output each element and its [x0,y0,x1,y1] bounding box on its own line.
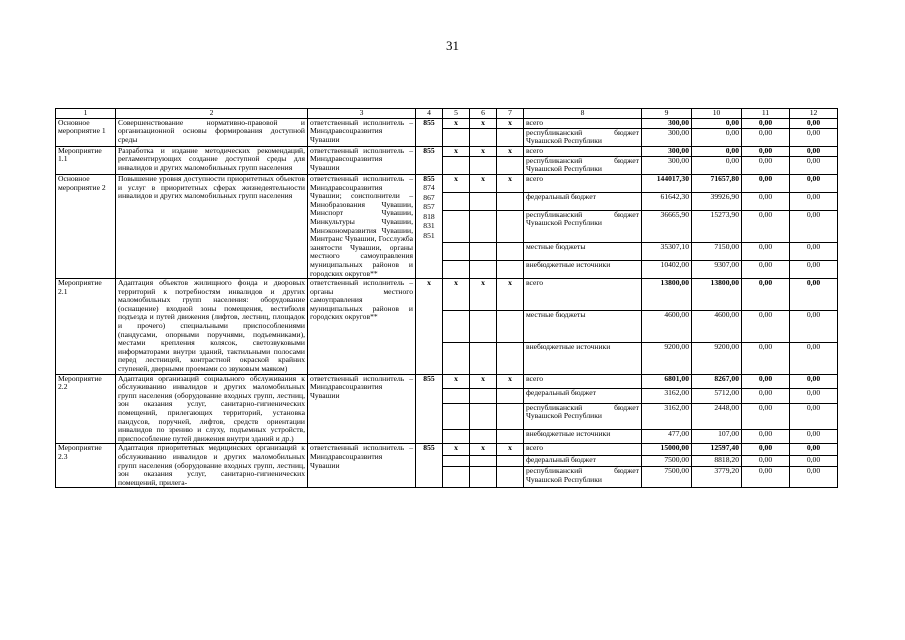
funding-source: внебюджетные источники [524,261,642,279]
column-number-3: 3 [308,109,416,119]
activity-description: Совершенствование нормативно-правовой и организационной основы формирования доступной среды [116,118,308,146]
responsible-executor: ответственный исполнитель – органы местного самоуправления муниципальных районов и городских округов** [308,279,416,375]
amount-2022: 0,00 [790,444,838,456]
column-7-cell [497,156,524,174]
column-7-cell [497,403,524,429]
column-5-cell [443,192,470,210]
column-5-cell [443,342,470,374]
amount-2021: 0,00 [742,279,790,311]
amount-2020: 5712,00 [692,389,742,403]
amount-2019: 3162,00 [642,403,692,429]
responsible-executor: ответственный исполнитель – Минздравсоцразвития Чувашии; соисполнители – Минобразования Чувашии, Минспорт Чувашии, Минкультуры Чувашии, Минэкономразвития Чувашии, Минтранс Чувашии, Госслужба занятости Чувашии, органы местного самоуправления муниципальных районов и городских округов** [308,174,416,278]
amount-2019: 7500,00 [642,467,692,488]
budget-code-cell [416,146,443,174]
funding-source: всего [524,118,642,128]
amount-2020: 39926,90 [692,192,742,210]
program-table [55,108,838,488]
column-5-cell [443,128,470,146]
column-number-8: 8 [524,109,642,119]
amount-2019: 300,00 [642,156,692,174]
amount-2019: 7500,00 [642,455,692,467]
amount-2020: 0,00 [692,146,742,156]
amount-2021: 0,00 [742,342,790,374]
activity-name: Мероприятие 2.2 [56,374,116,444]
amount-2020: 0,00 [692,156,742,174]
budget-code: 855 [423,118,435,127]
amount-2019: 300,00 [642,118,692,128]
column-7-cell [497,128,524,146]
budget-code-cell [416,118,443,146]
budget-code: 855 [423,374,435,383]
funding-source: всего [524,444,642,456]
column-7-cell [497,455,524,467]
amount-2022: 0,00 [790,156,838,174]
table-row [56,174,838,192]
amount-2022: 0,00 [790,261,838,279]
amount-2019: 300,00 [642,146,692,156]
activity-description: Разработка и издание методических рекомендаций, регламентирующих создание доступной среды для инвалидов и других маломобильных групп населения [116,146,308,174]
funding-source: всего [524,374,642,388]
column-6-cell [470,210,497,243]
funding-source: всего [524,146,642,156]
column-number-4: 4 [416,109,443,119]
funding-source: федеральный бюджет [524,455,642,467]
amount-2021: 0,00 [742,261,790,279]
table-row [56,118,838,128]
column-7-cell: x [497,146,524,156]
amount-2022: 0,00 [790,279,838,311]
budget-code: x [427,278,431,288]
column-5-cell: x [443,118,470,128]
amount-2019: 300,00 [642,128,692,146]
amount-2021: 0,00 [742,429,790,444]
activity-description: Адаптация организаций социального обслуживания к обслуживанию инвалидов и других маломобильных групп населения (оборудование входных групп, лестниц, зон оказания услуг, санитарно-гигиенических помещений, прилегающих территорий, установка пандусов, поручней, лифтов, средств ориентации инвалидов по зрению и слуху, подъемных устройств, приспособление путей движения внутри зданий и др.) [116,374,308,444]
column-7-cell [497,429,524,444]
column-number-5: 5 [443,109,470,119]
funding-source: всего [524,279,642,311]
activity-description: Адаптация приоритетных медицинских организаций к обслуживанию инвалидов и других маломобильных групп населения (оборудование входных групп, лестниц, зон оказания услуг, санитарно-гигиенических помещений, прилега- [116,444,308,488]
column-6-cell [470,192,497,210]
amount-2019: 35307,10 [642,243,692,261]
amount-2022: 0,00 [790,146,838,156]
responsible-executor: ответственный исполнитель – Минздравсоцразвития Чувашии [308,444,416,488]
column-6-cell [470,342,497,374]
column-7-cell [497,261,524,279]
amount-2021: 0,00 [742,174,790,192]
amount-2021: 0,00 [742,374,790,388]
amount-2022: 0,00 [790,455,838,467]
funding-source: внебюджетные источники [524,429,642,444]
amount-2022: 0,00 [790,243,838,261]
budget-code: 818 [423,211,435,221]
amount-2022: 0,00 [790,374,838,388]
column-5-cell: x [443,279,470,311]
column-5-cell [443,403,470,429]
budget-code: 831 [423,221,435,231]
budget-code: 855 [423,146,435,155]
column-7-cell [497,210,524,243]
amount-2020: 15273,90 [692,210,742,243]
amount-2021: 0,00 [742,146,790,156]
column-6-cell [470,389,497,403]
column-5-cell: x [443,146,470,156]
column-5-cell [443,156,470,174]
budget-code-cell [416,174,443,278]
amount-2021: 0,00 [742,310,790,342]
table-body [56,109,838,488]
column-7-cell [497,310,524,342]
column-6-cell [470,403,497,429]
column-6-cell [470,310,497,342]
budget-code-cell [416,279,443,375]
column-number-6: 6 [470,109,497,119]
activity-name: Основное мероприятие 2 [56,174,116,278]
amount-2021: 0,00 [742,389,790,403]
amount-2022: 0,00 [790,310,838,342]
activity-description: Адаптация объектов жилищного фонда и дворовых территорий к потребностям инвалидов и других маломобильных групп населения: оборудование (оснащение) входной зоны помещения, вестибюля подъезда и путей движения (лифтов, лестниц, площадок и прочего) специальными приспособлениями (пандусами, опорными поручнями, подъемниками), местами крепления колясок, светозвуковыми информаторами внутри зданий, тактильными полосами перед лестницей, контрастной окраской крайних ступеней, дверными проемами со звуковым маяком) [116,279,308,375]
funding-source: федеральный бюджет [524,389,642,403]
column-6-cell [470,156,497,174]
amount-2020: 71657,80 [692,174,742,192]
amount-2019: 144017,30 [642,174,692,192]
amount-2022: 0,00 [790,429,838,444]
amount-2022: 0,00 [790,389,838,403]
page-number: 31 [446,38,459,53]
amount-2022: 0,00 [790,118,838,128]
column-number-1: 1 [56,109,116,119]
column-6-cell [470,467,497,488]
column-6-cell: x [470,146,497,156]
amount-2022: 0,00 [790,174,838,192]
column-7-cell: x [497,118,524,128]
column-6-cell [470,429,497,444]
column-6-cell [470,261,497,279]
amount-2021: 0,00 [742,156,790,174]
responsible-executor: ответственный исполнитель – Минздравсоцразвития Чувашии [308,146,416,174]
column-5-cell [443,429,470,444]
column-5-cell: x [443,174,470,192]
column-7-cell: x [497,374,524,388]
amount-2021: 0,00 [742,444,790,456]
table-row [56,374,838,388]
column-7-cell [497,243,524,261]
amount-2019: 4600,00 [642,310,692,342]
column-number-2: 2 [116,109,308,119]
column-5-cell: x [443,374,470,388]
budget-code: 855 [423,174,435,183]
amount-2021: 0,00 [742,467,790,488]
amount-2022: 0,00 [790,403,838,429]
funding-source: всего [524,174,642,192]
table-row [56,444,838,456]
amount-2019: 6801,00 [642,374,692,388]
budget-code: 857 [423,202,435,212]
amount-2020: 4600,00 [692,310,742,342]
amount-2020: 9200,00 [692,342,742,374]
amount-2020: 0,00 [692,118,742,128]
amount-2019: 10402,00 [642,261,692,279]
column-number-row [56,109,838,119]
amount-2020: 0,00 [692,128,742,146]
amount-2021: 0,00 [742,118,790,128]
column-7-cell [497,342,524,374]
funding-source: республиканский бюджет Чувашской Республики [524,210,642,243]
funding-source: федеральный бюджет [524,192,642,210]
column-number-12: 12 [790,109,838,119]
amount-2021: 0,00 [742,192,790,210]
budget-code: 874 [423,183,435,193]
activity-name: Мероприятие 2.3 [56,444,116,488]
funding-source: местные бюджеты [524,310,642,342]
amount-2021: 0,00 [742,455,790,467]
amount-2022: 0,00 [790,128,838,146]
budget-code: 867 [423,192,435,202]
column-7-cell: x [497,279,524,311]
amount-2021: 0,00 [742,128,790,146]
amount-2019: 36665,90 [642,210,692,243]
column-number-9: 9 [642,109,692,119]
column-7-cell: x [497,174,524,192]
budget-code-cell [416,374,443,444]
table-row [56,146,838,156]
amount-2019: 61642,30 [642,192,692,210]
column-number-10: 10 [692,109,742,119]
amount-2021: 0,00 [742,210,790,243]
amount-2020: 8818,20 [692,455,742,467]
budget-code-cell [416,444,443,488]
amount-2019: 3162,00 [642,389,692,403]
amount-2020: 3779,20 [692,467,742,488]
amount-2022: 0,00 [790,342,838,374]
responsible-executor: ответственный исполнитель – Минздравсоцразвития Чувашии [308,118,416,146]
column-6-cell [470,128,497,146]
column-5-cell [443,389,470,403]
column-5-cell [443,310,470,342]
column-5-cell [443,243,470,261]
activity-description: Повышение уровня доступности приоритетных объектов и услуг в приоритетных сферах жизнедеятельности инвалидов и других маломобильных групп населения [116,174,308,278]
funding-source: республиканский бюджет Чувашской Республики [524,403,642,429]
column-6-cell [470,243,497,261]
amount-2020: 12597,40 [692,444,742,456]
funding-source: внебюджетные источники [524,342,642,374]
column-6-cell: x [470,174,497,192]
amount-2020: 13800,00 [692,279,742,311]
table-row [56,279,838,311]
activity-name: Мероприятие 1.1 [56,146,116,174]
funding-source: республиканский бюджет Чувашской Республики [524,467,642,488]
amount-2022: 0,00 [790,192,838,210]
activity-name: Мероприятие 2.1 [56,279,116,375]
column-5-cell: x [443,444,470,456]
budget-code: 851 [423,230,435,240]
funding-source: республиканский бюджет Чувашской Республики [524,156,642,174]
column-6-cell: x [470,374,497,388]
activity-name: Основное мероприятие 1 [56,118,116,146]
amount-2020: 7150,00 [692,243,742,261]
column-7-cell [497,192,524,210]
amount-2020: 9307,00 [692,261,742,279]
amount-2022: 0,00 [790,210,838,243]
funding-source: республиканский бюджет Чувашской Республики [524,128,642,146]
amount-2019: 13800,00 [642,279,692,311]
column-5-cell [443,261,470,279]
budget-code: 855 [423,443,435,453]
column-7-cell [497,389,524,403]
column-number-7: 7 [497,109,524,119]
amount-2020: 107,00 [692,429,742,444]
amount-2019: 9200,00 [642,342,692,374]
amount-2019: 477,00 [642,429,692,444]
funding-source: местные бюджеты [524,243,642,261]
column-5-cell [443,210,470,243]
column-6-cell: x [470,118,497,128]
column-5-cell [443,455,470,467]
column-number-11: 11 [742,109,790,119]
column-6-cell: x [470,279,497,311]
amount-2020: 8267,00 [692,374,742,388]
column-5-cell [443,467,470,488]
column-6-cell: x [470,444,497,456]
amount-2021: 0,00 [742,243,790,261]
column-7-cell [497,467,524,488]
amount-2019: 15000,00 [642,444,692,456]
column-7-cell: x [497,444,524,456]
amount-2021: 0,00 [742,403,790,429]
responsible-executor: ответственный исполнитель – Минздравсоцразвития Чувашии [308,374,416,444]
amount-2020: 2448,00 [692,403,742,429]
column-6-cell [470,455,497,467]
amount-2022: 0,00 [790,467,838,488]
